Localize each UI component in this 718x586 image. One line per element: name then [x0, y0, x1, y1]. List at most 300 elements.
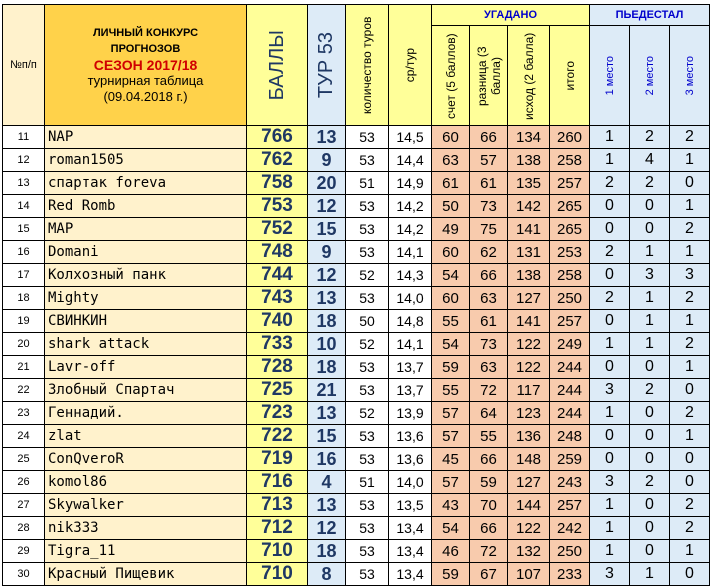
tours-count: 53: [346, 563, 389, 586]
total-guessed: 258: [550, 264, 590, 287]
tour-score: 12: [308, 195, 346, 218]
tours-count: 53: [346, 287, 389, 310]
avg-per-tour: 14,1: [389, 333, 432, 356]
exact-count: 59: [432, 356, 470, 379]
player-name: Tigra_11: [45, 540, 247, 563]
place3-count: 1: [670, 149, 710, 172]
place1-count: 1: [590, 517, 630, 540]
exact-count: 60: [432, 287, 470, 310]
place2-header: 2 место: [630, 26, 670, 126]
avg-per-tour: 14,9: [389, 172, 432, 195]
place2-count: 0: [630, 356, 670, 379]
row-number: 13: [3, 172, 45, 195]
total-guessed: 259: [550, 448, 590, 471]
outcome-count: 127: [508, 287, 550, 310]
total-header: итого: [550, 26, 590, 126]
table-row: [3, 172, 710, 195]
diff-count: 67: [470, 563, 508, 586]
player-name: shark attack: [45, 333, 247, 356]
avg-per-tour: 13,6: [389, 448, 432, 471]
diff-count: 63: [470, 287, 508, 310]
total-guessed: 249: [550, 333, 590, 356]
row-number: 26: [3, 471, 45, 494]
tour-score: 4: [308, 471, 346, 494]
exact-count: 54: [432, 264, 470, 287]
tours-count: 50: [346, 310, 389, 333]
player-name: MAP: [45, 218, 247, 241]
diff-count: 64: [470, 402, 508, 425]
diff-count: 57: [470, 149, 508, 172]
header-row: [3, 5, 710, 26]
table-row: [3, 448, 710, 471]
tours-count: 53: [346, 356, 389, 379]
diff-count: 66: [470, 448, 508, 471]
diff-count: 70: [470, 494, 508, 517]
outcome-count: 127: [508, 471, 550, 494]
player-score: 710: [247, 563, 308, 586]
diff-header: разница (3 балла): [470, 26, 508, 126]
total-guessed: 258: [550, 149, 590, 172]
place1-count: 3: [590, 563, 630, 586]
tour-score: 20: [308, 172, 346, 195]
total-guessed: 233: [550, 563, 590, 586]
total-guessed: 257: [550, 494, 590, 517]
standings-table: [2, 4, 710, 586]
tour-score: 13: [308, 287, 346, 310]
tour-score: 9: [308, 241, 346, 264]
row-number: 24: [3, 425, 45, 448]
total-guessed: 244: [550, 402, 590, 425]
exact-count: 55: [432, 310, 470, 333]
score-header: БАЛЛЫ: [247, 5, 308, 126]
table-row: [3, 241, 710, 264]
outcome-count: 142: [508, 195, 550, 218]
place1-count: 3: [590, 379, 630, 402]
total-guessed: 250: [550, 540, 590, 563]
diff-count: 66: [470, 126, 508, 149]
player-score: 758: [247, 172, 308, 195]
place2-count: 1: [630, 310, 670, 333]
avg-per-tour: 14,2: [389, 195, 432, 218]
player-name: Domani: [45, 241, 247, 264]
table-row: [3, 379, 710, 402]
row-number: 16: [3, 241, 45, 264]
row-number: 29: [3, 540, 45, 563]
avg-per-tour: 13,9: [389, 402, 432, 425]
player-score: 743: [247, 287, 308, 310]
table-row: [3, 126, 710, 149]
place3-count: 2: [670, 402, 710, 425]
player-score: 762: [247, 149, 308, 172]
player-name: Lavr-off: [45, 356, 247, 379]
place2-count: 0: [630, 517, 670, 540]
tours-count: 52: [346, 402, 389, 425]
total-guessed: 243: [550, 471, 590, 494]
exact-count: 60: [432, 241, 470, 264]
tours-count: 53: [346, 195, 389, 218]
place2-count: 2: [630, 172, 670, 195]
place2-count: 4: [630, 149, 670, 172]
diff-count: 66: [470, 264, 508, 287]
row-number: 20: [3, 333, 45, 356]
place1-count: 0: [590, 356, 630, 379]
diff-count: 72: [470, 540, 508, 563]
place3-count: 2: [670, 218, 710, 241]
outcome-count: 135: [508, 172, 550, 195]
avg-per-tour: 14,1: [389, 241, 432, 264]
place3-count: 0: [670, 471, 710, 494]
diff-count: 63: [470, 356, 508, 379]
place1-count: 3: [590, 471, 630, 494]
place2-count: 1: [630, 333, 670, 356]
total-guessed: 250: [550, 287, 590, 310]
total-guessed: 244: [550, 356, 590, 379]
tour-score: 18: [308, 356, 346, 379]
row-number: 21: [3, 356, 45, 379]
player-name: roman1505: [45, 149, 247, 172]
avg-per-tour: 13,5: [389, 494, 432, 517]
total-guessed: 248: [550, 425, 590, 448]
row-number: 23: [3, 402, 45, 425]
total-guessed: 265: [550, 218, 590, 241]
diff-count: 61: [470, 172, 508, 195]
tours-count: 53: [346, 149, 389, 172]
outcome-count: 122: [508, 517, 550, 540]
outcome-count: 132: [508, 540, 550, 563]
outcome-count: 138: [508, 149, 550, 172]
place2-count: 1: [630, 287, 670, 310]
outcome-count: 107: [508, 563, 550, 586]
diff-count: 73: [470, 195, 508, 218]
exact-count: 49: [432, 218, 470, 241]
tours-count: 53: [346, 218, 389, 241]
player-name: СВИНКИН: [45, 310, 247, 333]
avg-per-tour: 14,5: [389, 126, 432, 149]
place2-count: 0: [630, 425, 670, 448]
player-name: Red Romb: [45, 195, 247, 218]
outcome-count: 117: [508, 379, 550, 402]
place1-count: 0: [590, 310, 630, 333]
place3-count: 0: [670, 448, 710, 471]
diff-count: 55: [470, 425, 508, 448]
table-row: [3, 149, 710, 172]
place3-count: 0: [670, 172, 710, 195]
diff-count: 59: [470, 471, 508, 494]
tour-score: 15: [308, 218, 346, 241]
player-score: 712: [247, 517, 308, 540]
place3-count: 2: [670, 494, 710, 517]
place3-count: 1: [670, 241, 710, 264]
table-row: [3, 540, 710, 563]
place3-count: 2: [670, 333, 710, 356]
outcome-count: 122: [508, 356, 550, 379]
place1-header: 1 место: [590, 26, 630, 126]
player-score: 713: [247, 494, 308, 517]
place1-count: 1: [590, 126, 630, 149]
tour-score: 9: [308, 149, 346, 172]
diff-count: 62: [470, 241, 508, 264]
place1-count: 0: [590, 264, 630, 287]
place3-header: 3 место: [670, 26, 710, 126]
tour-score: 10: [308, 333, 346, 356]
tours-count: 51: [346, 172, 389, 195]
place3-count: 3: [670, 264, 710, 287]
avg-per-tour: 13,4: [389, 540, 432, 563]
tour-score: 8: [308, 563, 346, 586]
total-guessed: 244: [550, 379, 590, 402]
tours-count: 53: [346, 517, 389, 540]
season-title: СЕЗОН 2017/18: [93, 57, 198, 73]
avg-per-tour: 14,2: [389, 218, 432, 241]
place2-count: 2: [630, 126, 670, 149]
row-number: 15: [3, 218, 45, 241]
table-row: [3, 517, 710, 540]
num-header: №п/п: [3, 5, 45, 126]
player-name: NAP: [45, 126, 247, 149]
place2-count: 0: [630, 540, 670, 563]
place1-count: 0: [590, 425, 630, 448]
tour-header: ТУР 53: [308, 5, 346, 126]
diff-count: 73: [470, 333, 508, 356]
player-score: 752: [247, 218, 308, 241]
exact-count: 54: [432, 517, 470, 540]
table-row: [3, 287, 710, 310]
exact-count: 63: [432, 149, 470, 172]
row-number: 17: [3, 264, 45, 287]
tours-count: 53: [346, 448, 389, 471]
player-name: Злобный Спартач: [45, 379, 247, 402]
table-row: [3, 218, 710, 241]
place3-count: 1: [670, 310, 710, 333]
tour-score: 21: [308, 379, 346, 402]
avg-per-tour: 13,6: [389, 425, 432, 448]
place3-count: 1: [670, 195, 710, 218]
player-score: 733: [247, 333, 308, 356]
place1-count: 0: [590, 218, 630, 241]
outcome-count: 122: [508, 333, 550, 356]
avg-per-tour: 14,8: [389, 310, 432, 333]
player-score: 719: [247, 448, 308, 471]
table-row: [3, 402, 710, 425]
outcome-count: 136: [508, 425, 550, 448]
place2-count: 1: [630, 563, 670, 586]
outcome-count: 131: [508, 241, 550, 264]
row-number: 22: [3, 379, 45, 402]
title-line1: ЛИЧНЫЙ КОНКУРС: [92, 27, 199, 39]
tour-score: 16: [308, 448, 346, 471]
table-date: (09.04.2018 г.): [103, 89, 188, 104]
exact-count: 54: [432, 333, 470, 356]
table-row: [3, 471, 710, 494]
place2-count: 2: [630, 471, 670, 494]
player-score: 748: [247, 241, 308, 264]
place2-count: 1: [630, 241, 670, 264]
place2-count: 0: [630, 218, 670, 241]
place2-count: 0: [630, 195, 670, 218]
table-row: [3, 264, 710, 287]
diff-count: 66: [470, 517, 508, 540]
avg-per-tour: 14,4: [389, 149, 432, 172]
diff-count: 61: [470, 310, 508, 333]
tour-score: 18: [308, 540, 346, 563]
table-row: [3, 425, 710, 448]
row-number: 18: [3, 287, 45, 310]
exact-count: 57: [432, 402, 470, 425]
exact-count: 61: [432, 172, 470, 195]
outcome-header: исход (2 балла): [508, 26, 550, 126]
avg-per-tour: 13,4: [389, 517, 432, 540]
place3-count: 1: [670, 356, 710, 379]
outcome-count: 141: [508, 310, 550, 333]
place2-count: 0: [630, 448, 670, 471]
tours-count: 53: [346, 241, 389, 264]
row-number: 25: [3, 448, 45, 471]
table-row: [3, 356, 710, 379]
player-score: 723: [247, 402, 308, 425]
tours-count: 51: [346, 471, 389, 494]
player-name: Skywalker: [45, 494, 247, 517]
row-number: 12: [3, 149, 45, 172]
place3-count: 2: [670, 287, 710, 310]
avg-per-tour: 13,4: [389, 563, 432, 586]
tours-count: 53: [346, 540, 389, 563]
tour-score: 12: [308, 264, 346, 287]
diff-count: 75: [470, 218, 508, 241]
exact-count: 50: [432, 195, 470, 218]
outcome-count: 148: [508, 448, 550, 471]
place3-count: 0: [670, 379, 710, 402]
tour-score: 13: [308, 126, 346, 149]
player-name: nik333: [45, 517, 247, 540]
tours-count: 53: [346, 494, 389, 517]
player-name: спартак foreva: [45, 172, 247, 195]
place1-count: 1: [590, 333, 630, 356]
player-score: 744: [247, 264, 308, 287]
player-score: 753: [247, 195, 308, 218]
place1-count: 0: [590, 195, 630, 218]
exact-count: 43: [432, 494, 470, 517]
title-line2: ПРОГНОЗОВ: [110, 43, 181, 55]
tours-count: 53: [346, 379, 389, 402]
outcome-count: 141: [508, 218, 550, 241]
exact-count: 55: [432, 379, 470, 402]
place2-count: 0: [630, 402, 670, 425]
place2-count: 0: [630, 494, 670, 517]
row-number: 27: [3, 494, 45, 517]
exact-count: 59: [432, 563, 470, 586]
total-guessed: 242: [550, 517, 590, 540]
player-name: Красный Пищевик: [45, 563, 247, 586]
avg-header: ср/тур: [389, 5, 432, 126]
player-score: 728: [247, 356, 308, 379]
place1-count: 2: [590, 172, 630, 195]
avg-per-tour: 14,0: [389, 471, 432, 494]
exact-header: счет (5 баллов): [432, 26, 470, 126]
exact-count: 57: [432, 471, 470, 494]
tour-score: 15: [308, 425, 346, 448]
exact-count: 57: [432, 425, 470, 448]
player-name: Колхозный панк: [45, 264, 247, 287]
outcome-count: 144: [508, 494, 550, 517]
place1-count: 1: [590, 540, 630, 563]
player-name: Геннадий.: [45, 402, 247, 425]
player-score: 722: [247, 425, 308, 448]
title-cell: [45, 5, 247, 126]
player-score: 766: [247, 126, 308, 149]
player-name: zlat: [45, 425, 247, 448]
place1-count: 1: [590, 402, 630, 425]
outcome-count: 138: [508, 264, 550, 287]
table-row: [3, 563, 710, 586]
tour-score: 12: [308, 517, 346, 540]
place3-count: 1: [670, 540, 710, 563]
row-number: 11: [3, 126, 45, 149]
row-number: 30: [3, 563, 45, 586]
place3-count: 1: [670, 425, 710, 448]
table-row: [3, 494, 710, 517]
player-score: 710: [247, 540, 308, 563]
player-name: ConQveroR: [45, 448, 247, 471]
tour-score: 13: [308, 494, 346, 517]
diff-count: 72: [470, 379, 508, 402]
place3-count: 0: [670, 563, 710, 586]
row-number: 19: [3, 310, 45, 333]
table-row: [3, 333, 710, 356]
place1-count: 2: [590, 241, 630, 264]
place2-count: 2: [630, 379, 670, 402]
player-score: 716: [247, 471, 308, 494]
player-name: Mighty: [45, 287, 247, 310]
exact-count: 46: [432, 540, 470, 563]
table-row: [3, 310, 710, 333]
place1-count: 1: [590, 494, 630, 517]
table-body: [3, 126, 710, 586]
total-guessed: 253: [550, 241, 590, 264]
tours-count: 53: [346, 425, 389, 448]
outcome-count: 123: [508, 402, 550, 425]
player-score: 740: [247, 310, 308, 333]
avg-per-tour: 14,0: [389, 287, 432, 310]
avg-per-tour: 13,7: [389, 356, 432, 379]
tours-count: 53: [346, 126, 389, 149]
tour-score: 13: [308, 402, 346, 425]
total-guessed: 265: [550, 195, 590, 218]
place3-count: 2: [670, 517, 710, 540]
count-header: количество туров: [346, 5, 389, 126]
table-row: [3, 195, 710, 218]
total-guessed: 260: [550, 126, 590, 149]
total-guessed: 257: [550, 310, 590, 333]
exact-count: 60: [432, 126, 470, 149]
place1-count: 2: [590, 287, 630, 310]
tour-score: 18: [308, 310, 346, 333]
place1-count: 0: [590, 448, 630, 471]
avg-per-tour: 14,3: [389, 264, 432, 287]
podium-group-header: ПЬЕДЕСТАЛ: [590, 5, 710, 26]
place1-count: 1: [590, 149, 630, 172]
tours-count: 52: [346, 333, 389, 356]
exact-count: 45: [432, 448, 470, 471]
total-guessed: 257: [550, 172, 590, 195]
tours-count: 52: [346, 264, 389, 287]
avg-per-tour: 13,7: [389, 379, 432, 402]
place2-count: 3: [630, 264, 670, 287]
player-score: 725: [247, 379, 308, 402]
guessed-group-header: УГАДАНО: [432, 5, 590, 26]
subtitle: турнирная таблица: [87, 73, 204, 88]
row-number: 28: [3, 517, 45, 540]
row-number: 14: [3, 195, 45, 218]
